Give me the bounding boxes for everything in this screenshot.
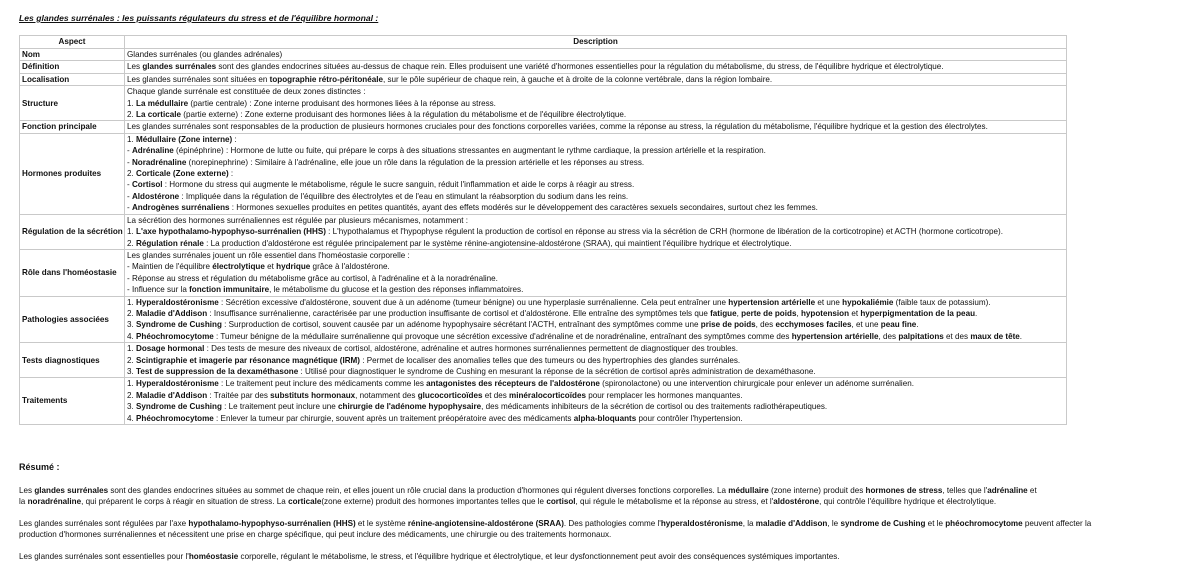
text-segment: Glandes surrénales (ou glandes adrénales) (127, 50, 283, 59)
text-line (127, 273, 1064, 284)
text-segment: peuvent affecter la (1022, 519, 1092, 528)
text-segment: : La production d'aldostérone est régulée principalement par le système rénine-angiotensine-aldostérone (SRAA), qui maintient l'équilibre hydrique et électrolytique. (203, 238, 792, 248)
text-segment: 3. (127, 402, 136, 412)
text-line (127, 297, 1064, 308)
text-segment: Chaque glande surrénale est constituée de deux zones distinctes : (127, 87, 366, 97)
text-line (127, 134, 1064, 145)
bold-term: Phéochromocytome (136, 331, 214, 341)
text-segment: , des (755, 320, 776, 330)
text-line (19, 551, 1179, 562)
bold-term: hypertension artérielle (791, 331, 879, 341)
bold-term: fatigue (710, 308, 737, 318)
text-segment: (norepinephrine) : Similaire à l'adrénaline, elle joue un rôle dans la régulation de la pression artérielle et les réponses au stress. (186, 157, 645, 167)
description-cell (125, 378, 1067, 425)
description-cell (125, 86, 1067, 121)
bold-term: Phéochromocytome (136, 413, 214, 423)
text-segment: - (127, 180, 132, 190)
text-segment: : Tumeur bénigne de la médullaire surrénalienne qui provoque une sécrétion excessive d'adrénaline et de noradrénaline, entraînant des symptômes comme des (213, 331, 792, 341)
text-segment: pour contrôler l'hypertension. (636, 413, 743, 423)
aspect-cell: Régulation de la sécrétion (20, 214, 125, 249)
text-segment: : (232, 134, 237, 144)
text-segment: Les glandes surrénales sont situées en (127, 74, 270, 84)
bold-term: hypertension artérielle (728, 297, 816, 307)
bold-term: Adrénaline (131, 146, 174, 156)
text-segment: 4. (127, 413, 136, 423)
bold-term: chirurgie de l'adénome hypophysaire (338, 402, 482, 412)
bold-term: aldostérone (773, 497, 820, 507)
text-segment: Les glandes surrénales jouent un rôle essentiel dans l'homéostasie corporelle : (127, 250, 410, 260)
text-line (127, 49, 1064, 60)
bold-term: Hyperaldostéronisme (136, 379, 219, 389)
description-cell (125, 73, 1067, 85)
aspect-cell: Pathologies associées (20, 296, 125, 343)
description-cell (125, 343, 1067, 378)
text-segment: , des (878, 331, 899, 341)
description-cell (125, 121, 1067, 133)
text-segment: : Traitée par des (207, 390, 271, 400)
text-segment: 1. (127, 227, 136, 237)
text-segment: , des médicaments inhibiteurs de la sécrétion de cortisol ou des traitements radiothérapeutiques. (481, 402, 828, 412)
bold-term: Médullaire (Zone interne) (136, 134, 233, 144)
bold-term: hypokaliémie (842, 297, 894, 307)
text-segment: Les (19, 486, 35, 495)
bold-term: palpitations (898, 331, 944, 341)
text-line (127, 401, 1064, 412)
text-segment: , notamment des (355, 390, 418, 400)
table-row (20, 378, 1067, 425)
table-row (20, 133, 1067, 214)
aspect-cell: Rôle dans l'homéostasie (20, 249, 125, 296)
bold-term: hydrique (276, 262, 311, 272)
bold-term: substituts hormonaux (270, 390, 356, 400)
text-line (127, 390, 1064, 401)
text-segment: , telles que l' (942, 486, 988, 495)
text-segment: 1. (127, 134, 136, 144)
bold-term: Corticale (Zone externe) (136, 169, 229, 179)
bold-term: noradrénaline (27, 497, 82, 507)
aspect-cell: Nom (20, 49, 125, 61)
text-segment: : Des tests de mesure des niveaux de cortisol, aldostérone, adrénaline et autres hormones surrénaliennes permettent de diagnostiquer des troubles. (204, 344, 738, 354)
text-segment: , la (742, 519, 756, 528)
text-line (127, 308, 1064, 319)
text-segment: - (127, 203, 132, 213)
text-segment: , qui régule le métabolisme et la réponse au stress, et l' (575, 497, 774, 507)
bold-term: minéralocorticoïdes (509, 390, 586, 400)
bold-term: hyperaldostéronisme (660, 519, 743, 528)
bold-term: alpha-bloquants (573, 413, 637, 423)
bold-term: glandes surrénales (34, 486, 109, 495)
text-line (127, 215, 1064, 226)
header-description: Description (125, 36, 1067, 49)
text-line (127, 61, 1064, 72)
description-cell (125, 49, 1067, 61)
aspect-cell: Structure (20, 86, 125, 121)
bold-term: hyperpigmentation de la peau (860, 308, 976, 318)
bold-term: perte de poids (741, 308, 797, 318)
aspect-cell: Localisation (20, 73, 125, 85)
table-row (20, 249, 1067, 296)
text-line (127, 238, 1064, 249)
text-line (127, 378, 1064, 389)
text-line (127, 86, 1064, 97)
bold-term: phéochromocytome (945, 519, 1023, 528)
text-segment: et (264, 262, 277, 272)
text-segment: la (19, 497, 28, 507)
text-line (127, 413, 1064, 424)
bold-term: maux de tête (970, 331, 1020, 341)
text-segment: : Permet de localiser des anomalies telles que des tumeurs ou des hypertrophies des glandes surrénales. (359, 355, 741, 365)
bold-term: rénine-angiotensine-aldostérone (SRAA) (407, 519, 564, 528)
text-segment: : Enlever la tumeur par chirurgie, souvent après un traitement préopératoire avec des médicaments (213, 413, 574, 423)
text-segment: (spironolactone) ou une intervention chirurgicale pour enlever un adénome surrénalien. (599, 379, 914, 389)
summary-heading: Résumé : (19, 462, 60, 472)
text-segment: sont des glandes endocrines situées au sommet de chaque rein, et elles jouent un rôle crucial dans la production d'hormones qui régulent diverses fonctions corporelles. La (108, 486, 729, 495)
text-line (127, 168, 1064, 179)
bold-term: Scintigraphie et imagerie par résonance magnétique (IRM) (136, 355, 360, 365)
text-segment: 2. (127, 110, 136, 120)
text-line (19, 529, 1179, 540)
text-segment: : (228, 169, 234, 179)
text-segment: Les glandes surrénales sont essentielles pour l' (19, 552, 189, 561)
table-row (20, 49, 1067, 61)
text-line (127, 179, 1064, 190)
text-segment: 4. (127, 331, 136, 341)
text-segment: 1. (127, 98, 136, 108)
text-line (127, 191, 1064, 202)
text-segment: (zone interne) produit des (768, 486, 866, 495)
table-row (20, 343, 1067, 378)
summary-paragraph (19, 551, 1179, 562)
bold-term: Androgènes surrénaliens (131, 203, 230, 213)
text-line (19, 496, 1179, 507)
text-segment: : L'hypothalamus et l'hypophyse régulent la production de cortisol en réponse au stress via la sécrétion de CRH (hormone de libération de la corticotropine) et ACTH (hormone corticotrope). (325, 227, 1003, 237)
text-segment: . (975, 308, 978, 318)
bold-term: Maladie d'Addison (136, 308, 208, 318)
bold-term: peau fine (880, 320, 917, 330)
bold-term: topographie rétro-péritonéale (269, 74, 383, 84)
text-segment: , et une (851, 320, 881, 330)
document-title: Les glandes surrénales : les puissants régulateurs du stress et de l'équilibre hormonal : (19, 13, 379, 23)
table-header-row (20, 36, 1067, 49)
text-segment: 3. (127, 366, 136, 376)
text-segment: production d'hormones surrénaliennes et nécessitent une prise en charge spécifique, qui peut inclure des médicaments, une chirurgie ou des traitements hormonaux. (19, 530, 612, 540)
text-line (127, 74, 1064, 85)
text-segment: Les (127, 62, 143, 72)
bold-term: Syndrome de Cushing (136, 402, 222, 412)
bold-term: hormones de stress (865, 486, 943, 495)
bold-term: cortisol (546, 497, 576, 507)
text-segment: 1. (127, 344, 136, 354)
text-line (127, 261, 1064, 272)
text-line (127, 355, 1064, 366)
table-row (20, 296, 1067, 343)
table-row (20, 121, 1067, 133)
bold-term: adrénaline (987, 486, 1028, 495)
aspect-cell: Tests diagnostiques (20, 343, 125, 378)
text-segment: 1. (127, 297, 136, 307)
text-segment: . (916, 320, 919, 330)
text-segment: : Hormones sexuelles produites en petites quantités, ayant des effets modérés sur le développement des caractères sexuels secondaires, surtout chez les femmes. (229, 203, 818, 213)
bold-term: syndrome de Cushing (840, 519, 926, 528)
text-segment: et une (815, 297, 843, 307)
text-segment: - (127, 157, 132, 167)
text-segment: , (736, 308, 742, 318)
bold-term: maladie d'Addison (755, 519, 828, 528)
text-segment: Les glandes surrénales sont responsables de la production de plusieurs hormones cruciales pour des fonctions corporelles variées, comme la réponse au stress, la régulation du métabolisme, l'équilibre hydrique et la gestion des électrolytes. (127, 122, 988, 132)
bold-term: Régulation rénale (136, 238, 204, 248)
text-line (127, 331, 1064, 342)
bold-term: fonction immunitaire (189, 285, 270, 295)
text-segment: (épinéphrine) : Hormone de lutte ou fuite, qui prépare le corps à des situations stressantes en augmentant le rythme cardiaque, la pression artérielle et la respiration. (173, 146, 766, 156)
bold-term: glandes surrénales (142, 62, 217, 72)
table-row (20, 73, 1067, 85)
text-segment: 2. (127, 308, 136, 318)
info-table (19, 35, 1067, 425)
text-segment: , qui préparent le corps à réagir en situation de stress. La (81, 497, 289, 507)
text-segment: . Des pathologies comme l' (563, 519, 661, 528)
text-segment: grâce à l'aldostérone. (310, 262, 390, 272)
text-segment: (partie externe) : Zone externe produisant des hormones liées à la régulation du métabolisme et de l'équilibre électrolytique. (181, 110, 627, 120)
text-segment: : Insuffisance surrénalienne, caractérisée par une production insuffisante de cortisol et d'aldostérone. Elle entraîne des symptômes tels que (207, 308, 711, 318)
bold-term: Syndrome de Cushing (136, 320, 222, 330)
text-segment: , le métabolisme du glucose et la gestion des réponses inflammatoires. (269, 285, 524, 295)
bold-term: hypotension (800, 308, 850, 318)
text-segment: et (1027, 486, 1037, 495)
text-segment: : Le traitement peut inclure une (221, 402, 338, 412)
description-cell (125, 133, 1067, 214)
text-segment: et le (925, 519, 946, 528)
description-cell (125, 61, 1067, 73)
bold-term: médullaire (728, 486, 769, 495)
bold-term: glucocorticoïdes (417, 390, 483, 400)
bold-term: Cortisol (131, 180, 163, 190)
aspect-cell: Traitements (20, 378, 125, 425)
text-segment: (zone externe) produit des hormones importantes telles que le (321, 497, 547, 507)
text-segment: : Hormone du stress qui augmente le métabolisme, régule le sucre sanguin, réduit l'inflammation et aide le corps à réagir au stress. (162, 180, 635, 190)
summary-paragraph (19, 518, 1179, 541)
text-segment: et des (943, 331, 971, 341)
bold-term: La médullaire (136, 98, 189, 108)
text-segment: 2. (127, 238, 136, 248)
bold-term: homéostasie (188, 552, 239, 561)
bold-term: électrolytique (212, 262, 265, 272)
bold-term: prise de poids (700, 320, 756, 330)
bold-term: Test de suppression de la dexaméthasone (136, 366, 299, 376)
table-row (20, 214, 1067, 249)
text-segment: 2. (127, 390, 136, 400)
text-segment: 1. (127, 379, 136, 389)
text-segment: : Impliquée dans la régulation de l'équilibre des électrolytes et de l'eau en stimulant la réabsorption du sodium dans les reins. (179, 191, 629, 201)
bold-term: La corticale (136, 110, 181, 120)
text-segment: sont des glandes endocrines situées au-dessus de chaque rein. Elles produisent une variété d'hormones essentielles pour la régulation du métabolisme, du stress, de l'équilibre hydrique et électrolytique. (216, 62, 944, 72)
text-segment: corporelle, régulant le métabolisme, le stress, et l'équilibre hydrique et électrolytique, et leur dysfonctionnement peut avoir des conséquences systémiques importantes. (238, 552, 840, 561)
text-segment: , le (827, 519, 841, 528)
text-segment: (partie centrale) : Zone interne produisant des hormones liées à la réponse au stress. (188, 98, 496, 108)
summary-paragraph (19, 485, 1179, 508)
text-line (127, 226, 1064, 237)
text-line (127, 202, 1064, 213)
text-segment: et le système (355, 519, 408, 528)
text-segment: : Le traitement peut inclure des médicaments comme les (218, 379, 427, 389)
description-cell (125, 296, 1067, 343)
bold-term: ecchymoses faciles (775, 320, 852, 330)
bold-term: corticale (288, 497, 322, 507)
bold-term: L'axe hypothalamo-hypophyso-surrénalien (HHS) (136, 227, 326, 237)
table-row (20, 86, 1067, 121)
text-line (127, 343, 1064, 354)
text-segment: - (127, 191, 132, 201)
text-segment: - Maintien de l'équilibre (127, 262, 213, 272)
text-line (127, 366, 1064, 377)
text-segment: Les glandes surrénales sont régulées par l'axe (19, 519, 189, 528)
text-line (127, 319, 1064, 330)
bold-term: Noradrénaline (131, 157, 187, 167)
description-cell (125, 249, 1067, 296)
text-segment: , qui contrôle l'équilibre hydrique et électrolytique. (819, 497, 997, 507)
text-segment: et des (482, 390, 510, 400)
text-segment: - Influence sur la (127, 285, 190, 295)
text-segment: , sur le pôle supérieur de chaque rein, à gauche et à droite de la colonne vertébrale, dans la région lombaire. (382, 74, 773, 84)
header-aspect: Aspect (20, 36, 125, 49)
text-line (127, 284, 1064, 295)
text-line (127, 121, 1064, 132)
text-line (127, 109, 1064, 120)
text-segment: - Réponse au stress et régulation du métabolisme grâce au cortisol, à l'adrénaline et à la noradrénaline. (127, 273, 498, 283)
aspect-cell: Fonction principale (20, 121, 125, 133)
bold-term: Maladie d'Addison (136, 390, 208, 400)
text-segment: : Utilisé pour diagnostiquer le syndrome de Cushing en mesurant la réponse de la sécrétion de cortisol après administration de dexaméthasone. (298, 366, 816, 376)
text-segment: - (127, 146, 132, 156)
text-line (127, 98, 1064, 109)
text-line (127, 250, 1064, 261)
text-segment: : Sécrétion excessive d'aldostérone, souvent due à un adénome (tumeur bénigne) ou une hyperplasie surrénalienne. Cela peut entraîner une (218, 297, 729, 307)
bold-term: Aldostérone (131, 191, 180, 201)
bold-term: Dosage hormonal (136, 344, 205, 354)
text-line (19, 485, 1179, 496)
text-line (127, 157, 1064, 168)
text-segment: : Surproduction de cortisol, souvent causée par un adénome hypophysaire sécrétant l'ACTH, entraînant des symptômes comme une (221, 320, 701, 330)
text-segment: et (849, 308, 861, 318)
text-segment: La sécrétion des hormones surrénaliennes est régulée par plusieurs mécanismes, notamment : (127, 215, 469, 225)
text-segment: 2. (127, 169, 136, 179)
table-row (20, 61, 1067, 73)
aspect-cell: Hormones produites (20, 133, 125, 214)
text-line (19, 518, 1179, 529)
bold-term: hypothalamo-hypophyso-surrénalien (HHS) (188, 519, 356, 528)
text-segment: , (796, 308, 801, 318)
text-segment: (faible taux de potassium). (893, 297, 991, 307)
text-segment: 2. (127, 355, 136, 365)
description-cell (125, 214, 1067, 249)
aspect-cell: Définition (20, 61, 125, 73)
bold-term: antagonistes des récepteurs de l'aldostérone (426, 379, 600, 389)
text-segment: pour remplacer les hormones manquantes. (585, 390, 743, 400)
text-segment: . (1019, 331, 1023, 341)
text-segment: 3. (127, 320, 136, 330)
bold-term: Hyperaldostéronisme (136, 297, 219, 307)
text-line (127, 145, 1064, 156)
